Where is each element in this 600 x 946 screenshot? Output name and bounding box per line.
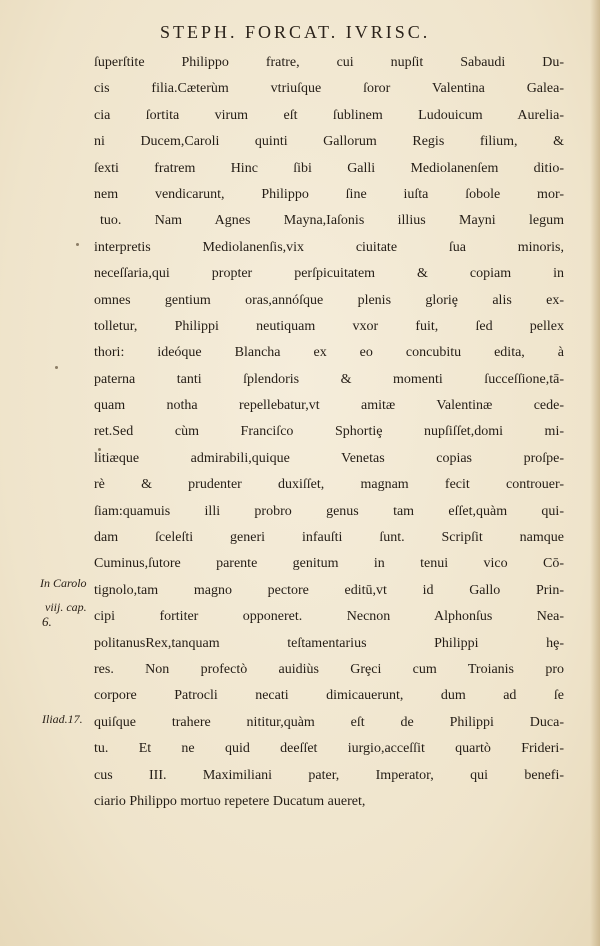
text-line: ciario Philippo mortuo repetere Ducatum aueret, — [94, 793, 366, 809]
text-line: tuo. Nam Agnes Mayna,Iaſonis illius Mayni legum — [100, 213, 564, 229]
body-text — [94, 50, 564, 815]
text-line: cipi fortiter opponeret. Necnon Alphonſus Nea- — [94, 609, 564, 625]
ink-speck — [76, 243, 79, 246]
text-line: tignolo,tam magno pectore editū,vt id Gallo Prin- — [94, 582, 564, 598]
text-line: ſiam:quamuis illi probro genus tam eſſet,quàm qui- — [94, 503, 564, 519]
text-line: tu. Et ne quid deeſſet iurgio,acceſſit quartò Frideri- — [94, 741, 564, 757]
text-line: quam notha repellebatur,vt amitæ Valentinæ cede- — [94, 398, 564, 414]
text-line: cis filia.Cæterùm vtriuſque ſoror Valentina Galea- — [94, 81, 564, 97]
text-line: ſuperſtite Philippo fratre, cui nupſit Sabaudi Du- — [94, 55, 564, 70]
text-line: ſexti fratrem Hinc ſibi Galli Mediolanenſem ditio- — [94, 160, 564, 176]
text-line: paterna tanti ſplendoris & momenti ſucceſſione,tā- — [94, 371, 564, 387]
text-line: litiæque admirabili,quique Venetas copias proſpe- — [94, 450, 564, 466]
ink-speck — [98, 448, 101, 451]
text-line: rè & prudenter duxiſſet, magnam fecit controuer- — [94, 477, 564, 493]
text-line: cus III. Maximiliani pater, Imperator, qui benefi- — [94, 767, 564, 783]
text-line: interpretis Mediolanenſis,vix ciuitate ſua minoris, — [94, 239, 564, 255]
margin-note: Iliad.17. — [42, 712, 83, 726]
text-line: ni Ducem,Caroli quinti Gallorum Regis filium, & — [94, 134, 564, 150]
margin-note: 6. — [42, 614, 52, 629]
text-line: omnes gentium oras,annóſque plenis gloriȩ alis ex- — [94, 292, 564, 308]
text-line: politanusRex,tanquam teſtamentarius Philippi hȩ- — [94, 635, 564, 651]
text-line: tolletur, Philippi neutiquam vxor fuit, ſed pellex — [94, 318, 564, 334]
text-line: nem vendicarunt, Philippo ſine iuſta ſobole mor- — [94, 186, 564, 202]
text-line: neceſſaria,qui propter perſpicuitatem & copiam in — [94, 266, 564, 282]
margin-note: viij. cap. — [45, 600, 87, 614]
text-line: Cuminus,ſutore parente genitum in tenui vico Cō- — [94, 556, 564, 572]
text-line: thori: ideóque Blancha ex eo concubitu edita, à — [94, 345, 564, 361]
text-line: cia ſortita virum eſt ſublinem Ludouicum Aurelia- — [94, 107, 564, 123]
text-line: corpore Patrocli necati dimicauerunt, dum ad ſe — [94, 688, 564, 704]
running-head: STEPH. FORCAT. IVRISC. — [160, 22, 431, 42]
text-line: ret.Sed cùm Franciſco Sphortiȩ nupſiſſet,domi mi- — [94, 424, 564, 440]
text-line: dam ſceleſti generi infauſti ſunt. Scripſit namque — [94, 530, 564, 546]
margin-note: In Carolo — [40, 576, 87, 590]
text-line: res. Non profectò auidiùs Grȩci cum Troianis pro — [94, 661, 564, 677]
text-line: quiſque trahere nititur,quàm eſt de Philippi Duca- — [94, 714, 564, 730]
ink-speck — [55, 366, 58, 369]
